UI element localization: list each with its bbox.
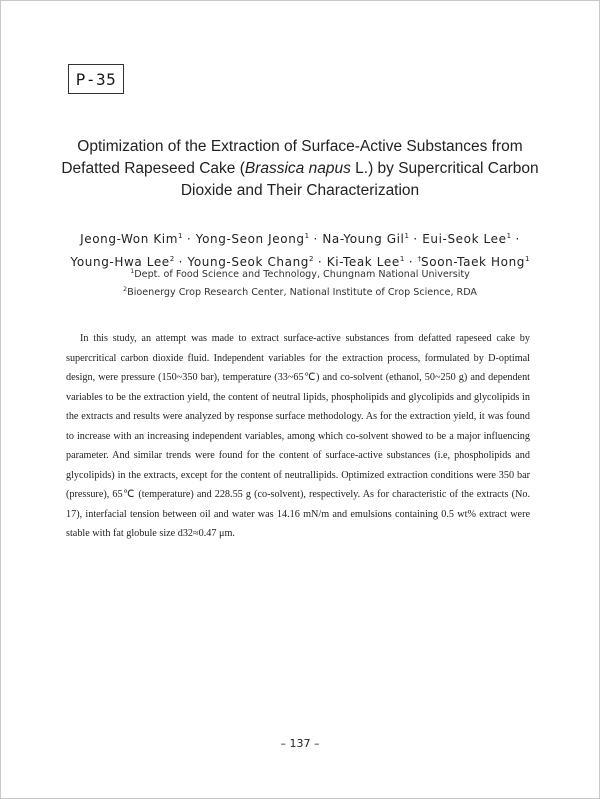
author-line-1 — [40, 226, 560, 249]
author-separator: · — [511, 232, 520, 246]
author-name: Young-Seok Chang — [187, 255, 310, 269]
affiliation-text: Dept. of Food Science and Technology, Chungnam National University — [134, 269, 470, 280]
poster-code-box — [68, 64, 124, 94]
affiliation-text: Bioenergy Crop Research Center, National Institute of Crop Science, RDA — [127, 287, 477, 298]
author-affiliation-mark: 1 — [399, 255, 405, 263]
author-affiliation-mark: 1 — [404, 232, 409, 240]
affiliation-2 — [40, 282, 560, 300]
author-name: Eui-Seok Lee — [422, 232, 507, 246]
corresponding-author-mark: † — [417, 255, 422, 263]
author-name: Soon-Taek Hong — [421, 255, 526, 269]
author-affiliation-mark: 2 — [169, 255, 175, 263]
author-name: Na-Young Gil — [322, 232, 405, 246]
author-name: Jeong-Won Kim — [80, 232, 179, 246]
author-separator: · — [182, 232, 196, 246]
title-line-2-end: L.) by Supercritical Carbon — [350, 160, 539, 177]
title-line-1: Optimization of the Extraction of Surface-Active Substances from — [77, 138, 523, 155]
author-separator: · — [309, 232, 323, 246]
author-affiliation-mark: 1 — [304, 232, 310, 240]
author-separator: · — [313, 255, 327, 269]
title-line-3: Dioxide and Their Characterization — [180, 182, 420, 199]
affiliation-1 — [40, 264, 560, 282]
affiliation-number: 1 — [130, 267, 135, 275]
author-name: Yong-Seon Jeong — [195, 232, 305, 246]
author-affiliation-mark: 2 — [309, 255, 314, 263]
author-separator: · — [174, 255, 188, 269]
poster-code: P-35 — [75, 69, 117, 89]
author-affiliation-mark: 1 — [506, 232, 512, 240]
author-name: Ki-Teak Lee — [326, 255, 400, 269]
title-line-2-start: Defatted Rapeseed Cake ( — [61, 160, 245, 177]
page-number: – 137 – — [280, 737, 320, 750]
paper-title — [40, 136, 560, 202]
affiliations — [40, 264, 560, 300]
author-name: Young-Hwa Lee — [70, 255, 170, 269]
author-separator: · — [404, 255, 418, 269]
affiliation-number: 2 — [122, 285, 128, 293]
species-name: Brassica napus — [244, 160, 351, 177]
author-affiliation-mark: 1 — [525, 255, 530, 263]
abstract-text: In this study, an attempt was made to extract surface-active substances from defatted rapeseed cake by supercritical carbon dioxide fluid. Independent variables for the extraction process, formulated by D-optimal design, were pressure (150~350 bar), temperature (33~65℃) and co-solvent (ethanol, 50~250 g) and dependent variables to be the extraction yield, the content of neutral lipids, phospholipids and glycolipids and glycolipids in the extracts and results were analyzed by response surface methodology. As for the extraction yield, it was found to increase with an increasing independent variables, among which co-solvent showed to be a major influencing parameter. And similar trends were found for the content of surface-active substances (i.e, phospholipids and glycolipids) in the extracts, except for the content of neutrallipids. Optimized extraction conditions were 350 bar (pressure), 65℃ (temperature) and 228.55 g (co-solvent), respectively. As for characteristic of the extracts (No. 17), interfacial tension between oil and water was 14.16 mN/m and emulsions containing 0.5 wt% extract were stable with fat globule size d32≈0.47 μm. — [66, 333, 530, 539]
author-affiliation-mark: 1 — [178, 232, 183, 240]
author-separator: · — [408, 232, 423, 246]
title-line-2 — [40, 158, 560, 180]
